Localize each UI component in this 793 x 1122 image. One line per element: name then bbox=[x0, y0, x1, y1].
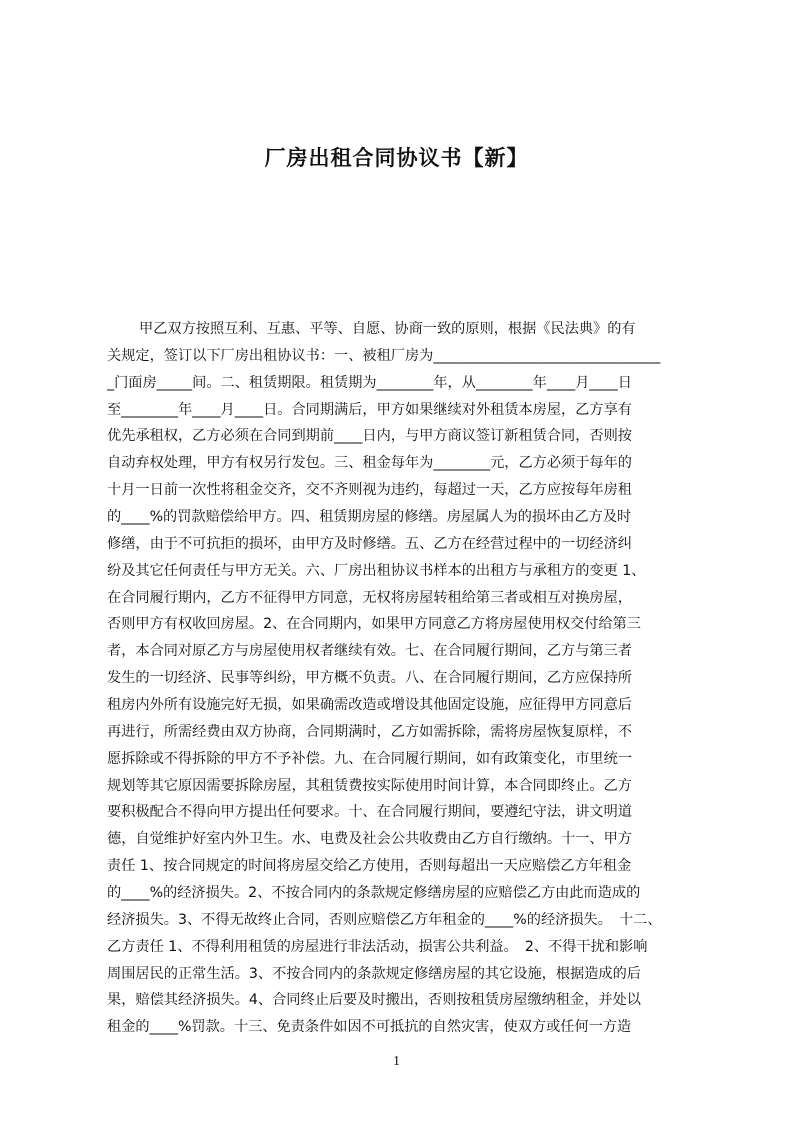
body-line: 者，本合同对原乙方与房屋使用权者继续有效。七、在合同履行期间，乙方与第三者 bbox=[107, 643, 632, 660]
body-line: 德，自觉维护好室内外卫生。水、电费及社会公共收费由乙方自行缴纳。十一、甲方 bbox=[107, 831, 632, 848]
body-line: 的____%的罚款赔偿给甲方。四、租赁期房屋的修缮。房屋属人为的损坏由乙方及时 bbox=[107, 509, 632, 526]
body-line: 在合同履行期内，乙方不征得甲方同意，无权将房屋转租给第三者或相互对换房屋， bbox=[107, 589, 632, 606]
body-line: 纷及其它任何责任与甲方无关。六、厂房出租协议书样本的出租方与承租方的变更 1、 bbox=[107, 562, 646, 579]
body-line: 租房内外所有设施完好无损，如果确需改造或增设其他固定设施，应征得甲方同意后 bbox=[107, 697, 632, 714]
body-line: 再进行，所需经费由双方协商，合同期满时，乙方如需拆除，需将房屋恢复原样，不 bbox=[107, 723, 632, 740]
body-line: 果，赔偿其经济损失。4、合同终止后要及时搬出，否则按租赁房屋缴纳租金，并处以 bbox=[107, 992, 641, 1009]
page-number: 1 bbox=[393, 1054, 400, 1069]
body-line: 至________年____月____日。合同期满后，甲方如果继续对外租赁本房屋，乙方享有 bbox=[107, 401, 632, 418]
body-line: 经济损失。3、不得无故终止合同，否则应赔偿乙方年租金的____%的经济损失。 十二、 bbox=[107, 911, 662, 928]
body-line: 修缮，由于不可抗拒的损坏，由甲方及时修缮。五、乙方在经营过程中的一切经济纠 bbox=[107, 535, 632, 552]
body-line: 优先承租权，乙方必须在合同到期前____日内，与甲方商议签订新租赁合同，否则按 bbox=[107, 428, 632, 445]
body-line: 乙方责任 1、不得利用租赁的房屋进行非法活动，损害公共利益。 2、不得干扰和影响 bbox=[107, 938, 648, 955]
body-line: _门面房_____间。二、租赁期限。租赁期为________年，从________年____月____日 bbox=[107, 374, 632, 391]
body-line: 要积极配合不得向甲方提出任何要求。十、在合同履行期间，要遵纪守法，讲文明道 bbox=[107, 804, 632, 821]
body-line: 发生的一切经济、民事等纠纷，甲方概不负责。八、在合同履行期间，乙方应保持所 bbox=[107, 670, 632, 687]
body-line: 关规定，签订以下厂房出租协议书：一、被租厂房为________________________________ bbox=[107, 347, 661, 364]
body-line: 的____%的经济损失。2、不按合同内的条款规定修缮房屋的应赔偿乙方由此而造成的 bbox=[107, 885, 641, 902]
document-body bbox=[107, 316, 699, 1041]
document-title: 厂房出租合同协议书【新】 bbox=[264, 146, 529, 170]
body-line: 租金的____%罚款。十三、免责条件如因不可抵抗的自然灾害，使双方或任何一方造 bbox=[107, 1019, 632, 1036]
body-line: 责任 1、按合同规定的时间将房屋交给乙方使用，否则每超出一天应赔偿乙方年租金 bbox=[107, 858, 632, 875]
body-line: 甲乙双方按照互利、互惠、平等、自愿、协商一致的原则，根据《民法典》的有 bbox=[139, 321, 636, 337]
body-line: 自动弃权处理，甲方有权另行发包。三、租金每年为________元，乙方必须于每年的 bbox=[107, 455, 632, 472]
body-line: 愿拆除或不得拆除的甲方不予补偿。九、在合同履行期间，如有政策变化，市里统一 bbox=[107, 750, 632, 767]
body-line: 否则甲方有权收回房屋。2、在合同期内，如果甲方同意乙方将房屋使用权交付给第三 bbox=[107, 616, 641, 633]
body-line: 十月一日前一次性将租金交齐，交不齐则视为违约，每超过一天，乙方应按每年房租 bbox=[107, 482, 632, 499]
body-line: 规划等其它原因需要拆除房屋，其租赁费按实际使用时间计算，本合同即终止。乙方 bbox=[107, 777, 632, 794]
body-line: 周围居民的正常生活。3、不按合同内的条款规定修缮房屋的其它设施，根据造成的后 bbox=[107, 965, 641, 982]
